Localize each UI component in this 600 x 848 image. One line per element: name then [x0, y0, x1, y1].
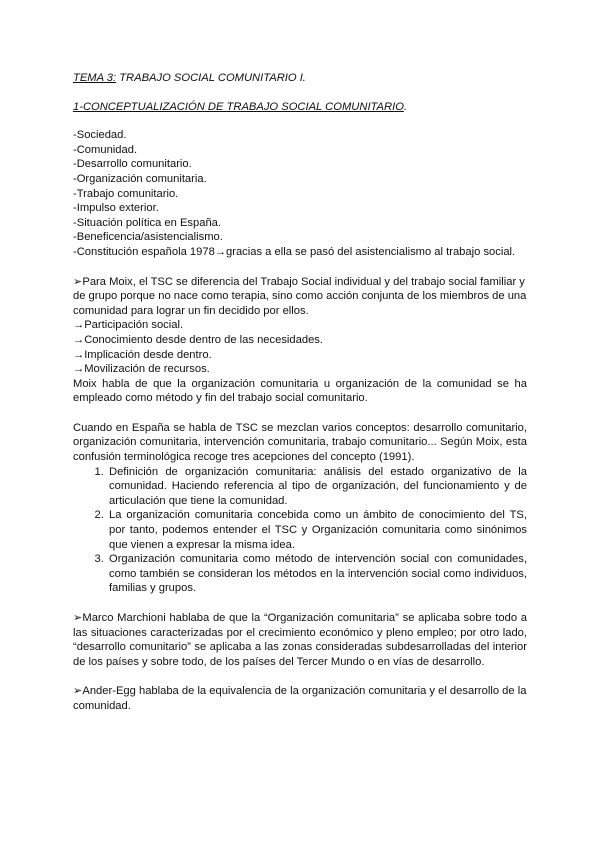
espana-intro: Cuando en España se habla de TSC se mezclan varios conceptos: desarrollo comunitario, organización comunitaria, intervención comunitaria, trabajo comunitario... Según Moix, esta confusión terminológica recoge tres acepciones del concepto (1991).: [73, 421, 527, 464]
page-title: [73, 71, 527, 86]
concept-item: -Sociedad.: [73, 129, 127, 142]
concept-list: [73, 128, 527, 259]
moix-closing: Moix habla de que la organización comunitaria u organización de la comunidad se ha empleado como método y fin del trabajo social comunitario.: [73, 377, 527, 405]
acepcion-item: 3. Organización comunitaria como método de intervención social con comunidades, como también se consideran los métodos en la intervención social como individuos, familias y grupos.: [107, 552, 527, 596]
tema-text: TRABAJO SOCIAL COMUNITARIO I.: [116, 72, 306, 84]
moix-intro: ➢Para Moix, el TSC se diferencia del Trabajo Social individual y del trabajo social familiar y de grupo porque no nace como terapia, sino como acción conjunta de los miembros de una comunidad para lograr un fin decidido por ellos.: [73, 275, 527, 317]
concept-item: -Organización comunitaria.: [73, 172, 207, 185]
marchioni-paragraph: ➢Marco Marchioni hablaba de que la “Organización comunitaria” se aplicaba sobre todo a las situaciones caracterizadas por el crecimiento económico y pleno empleo; por otro lado, “desarrollo comunitario” se aplicaba a las zonas consideradas subdesarrolladas del interior de los países y sobre todo, de los países del Tercer Mundo o en vías de desarrollo.: [73, 612, 527, 668]
acepciones-list: [73, 465, 527, 596]
acepcion-item: 2. La organización comunitaria concebida como un ámbito de conocimiento del TS, por tanto, podemos entender el TSC y Organización comunitaria como sinónimos que vienen a expresar la misma idea.: [107, 508, 527, 552]
concept-item: -Trabajo comunitario.: [73, 187, 179, 200]
section-heading: 1-CONCEPTUALIZACIÓN DE TRABAJO SOCIAL COMUNITARIO.: [73, 100, 408, 113]
tema-label: TEMA 3:: [73, 72, 117, 84]
espana-section: [73, 421, 527, 596]
acepcion-item: 1. Definición de organización comunitaria: análisis del estado organizativo de la comunidad. Haciendo referencia al tipo de organización, del funcionamiento y de articulación que tiene la comunidad.: [107, 465, 527, 509]
section-heading-text: 1-CONCEPTUALIZACIÓN DE TRABAJO SOCIAL COMUNITARIO: [73, 100, 404, 113]
moix-point: →Participación social.: [73, 319, 184, 332]
moix-point: →Movilización de recursos.: [73, 363, 210, 376]
ander-egg-paragraph: ➢Ander-Egg hablaba de la equivalencia de la organización comunitaria y el desarrollo de la comunidad.: [73, 685, 527, 712]
concept-item: -Desarrollo comunitario.: [73, 158, 192, 171]
concept-item: -Constitución española 1978→gracias a ella se pasó del asistencialismo al trabajo social.: [73, 245, 516, 258]
moix-point: →Implicación desde dentro.: [73, 348, 212, 361]
document-body: [73, 71, 527, 714]
moix-point: →Conocimiento desde dentro de las necesidades.: [73, 333, 324, 346]
moix-section: [73, 275, 527, 406]
concept-item: -Beneficencia/asistencialismo.: [73, 231, 223, 244]
concept-item: -Comunidad.: [73, 143, 138, 156]
concept-item: -Impulso exterior.: [73, 202, 159, 215]
concept-item: -Situación política en España.: [73, 216, 222, 229]
